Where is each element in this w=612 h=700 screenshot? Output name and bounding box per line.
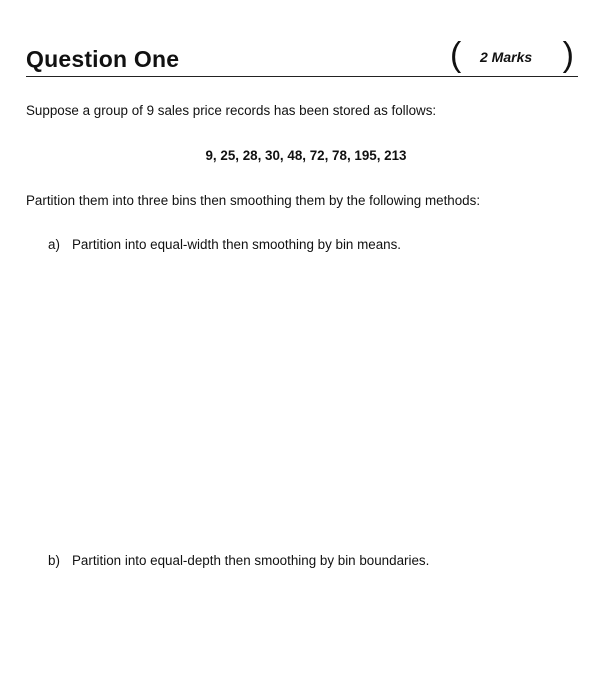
sub-question-b-text: Partition into equal-depth then smoothing by bin boundaries. [72,553,430,568]
marks-indicator [450,38,574,72]
marks-label: 2 Marks [480,49,533,65]
sub-question-a-marker: a) [48,237,60,252]
sub-question-a [48,237,401,252]
records-values: 9, 25, 28, 30, 48, 72, 78, 195, 213 [205,148,407,163]
sub-question-b [48,553,429,568]
marks-open-bracket: ( [450,36,462,74]
sub-question-b-marker: b) [48,553,60,568]
question-title: Question One [26,46,180,72]
marks-close-bracket: ) [562,36,574,74]
question-header [26,36,578,77]
question-instruction: Partition them into three bins then smoothing them by the following methods: [26,193,481,208]
sub-question-a-text: Partition into equal-width then smoothing by bin means. [72,237,402,252]
question-intro: Suppose a group of 9 sales price records has been stored as follows: [26,103,437,118]
